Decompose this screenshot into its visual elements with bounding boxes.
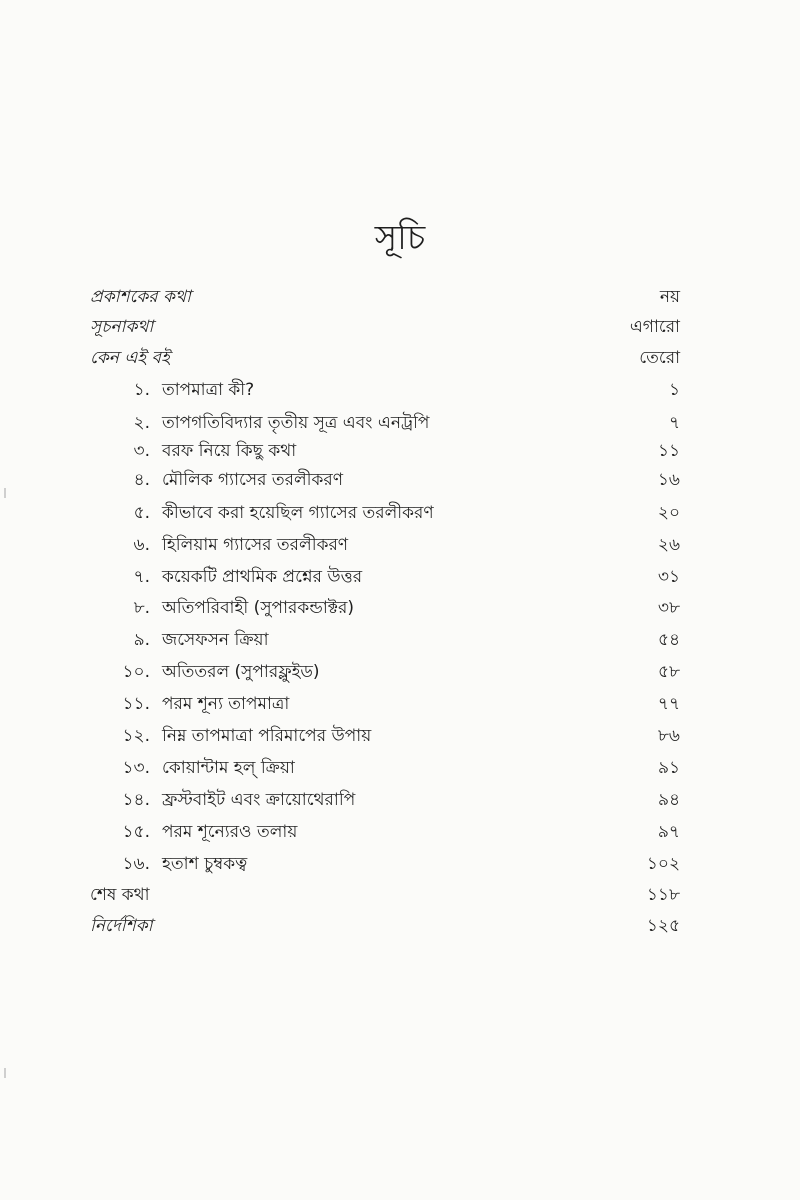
toc-entry-label: প্রকাশকের কথা (90, 287, 191, 307)
toc-chapter-16 (100, 849, 680, 879)
toc-entry-publisher-note (90, 282, 680, 312)
chapter-title: অতিপরিবাহী (সুপারকন্ডাক্টর) (162, 598, 355, 618)
chapter-page: ৯৪ (657, 790, 680, 810)
toc-chapter-12 (100, 721, 680, 751)
chapter-page: ৭৭ (657, 694, 680, 714)
chapter-title: হতাশ চুম্বকত্ব (162, 854, 248, 874)
chapter-title: তাপমাত্রা কী? (162, 380, 255, 400)
chapter-page: ৩১ (657, 567, 680, 587)
chapter-page: ১১ (657, 441, 680, 461)
toc-entry-page: ১১৮ (646, 885, 680, 905)
chapter-title: হিলিয়াম গ্যাসের তরলীকরণ (162, 535, 349, 555)
toc-chapter-8 (100, 593, 680, 623)
chapter-number: ২. (133, 413, 150, 433)
toc-entry-why-this-book (90, 343, 680, 373)
toc-entry-introduction (90, 312, 680, 342)
chapter-number: ৬. (133, 535, 150, 555)
toc-entry-page: এগারো (629, 317, 680, 337)
toc-entry-label: শেষ কথা (90, 885, 150, 905)
chapter-page: ১৬ (657, 470, 680, 490)
chapter-page: ২৬ (657, 535, 680, 555)
chapter-page: ৩৮ (657, 598, 680, 618)
chapter-title: মৌলিক গ্যাসের তরলীকরণ (162, 470, 344, 490)
toc-entry-last-word (90, 880, 680, 910)
chapter-number: ৭. (133, 567, 150, 587)
chapter-title: পরম শূন্য তাপমাত্রা (162, 694, 290, 714)
toc-entry-label: নির্দেশিকা (90, 916, 153, 936)
toc-chapter-13 (100, 753, 680, 783)
chapter-number: ১৪. (122, 790, 150, 810)
chapter-number: ১০. (122, 662, 150, 682)
chapter-number: ১. (133, 380, 150, 400)
toc-chapter-6 (100, 530, 680, 560)
chapter-number: ৯. (133, 630, 150, 650)
chapter-page: ১০২ (646, 854, 680, 874)
chapter-page: ৫৮ (657, 662, 680, 682)
page-title: সূচি (374, 218, 426, 258)
toc-chapter-14 (100, 785, 680, 815)
chapter-page: ১ (668, 380, 680, 400)
chapter-number: ৮. (133, 598, 150, 618)
chapter-number: ১৩. (122, 758, 150, 778)
toc-entry-label: সূচনাকথা (90, 317, 154, 337)
toc-chapter-1 (100, 375, 680, 405)
toc-chapter-3 (100, 436, 680, 466)
toc-chapter-5 (100, 498, 680, 528)
chapter-title: পরম শূন্যেরও তলায় (162, 822, 298, 842)
chapter-title: নিম্ন তাপমাত্রা পরিমাপের উপায় (162, 726, 372, 746)
chapter-number: ১১. (122, 694, 150, 714)
chapter-page: ৫৪ (657, 630, 680, 650)
toc-chapter-7 (100, 562, 680, 592)
chapter-number: ৪. (133, 470, 150, 490)
chapter-page: ৮৬ (657, 726, 680, 746)
chapter-title: জসেফসন ক্রিয়া (162, 630, 269, 650)
chapter-title: কয়েকটি প্রাথমিক প্রশ্নের উত্তর (162, 567, 363, 587)
chapter-title: ফ্রস্টবাইট এবং ক্রায়োথেরাপি (162, 790, 356, 810)
chapter-number: ১৫. (122, 822, 150, 842)
chapter-title: কীভাবে করা হয়েছিল গ্যাসের তরলীকরণ (162, 503, 434, 523)
toc-chapter-15 (100, 817, 680, 847)
toc-entry-page: তেরো (639, 348, 680, 368)
chapter-title: অতিতরল (সুপারফ্লুইড) (162, 662, 320, 682)
toc-entry-label: কেন এই বই (90, 348, 170, 368)
toc-chapter-11 (100, 689, 680, 719)
toc-entry-page: নয় (659, 287, 680, 307)
chapter-number: ৫. (133, 503, 150, 523)
toc-entry-index (90, 911, 680, 941)
toc-chapter-9 (100, 625, 680, 655)
chapter-title: বরফ নিয়ে কিছু কথা (162, 441, 297, 461)
chapter-page: ৯৭ (657, 822, 680, 842)
chapter-page: ৭ (668, 413, 680, 433)
toc-entry-page: ১২৫ (646, 916, 680, 936)
chapter-number: ১২. (122, 726, 150, 746)
chapter-title: কোয়ান্টাম হল্ ক্রিয়া (162, 758, 295, 778)
chapter-number: ১৬. (122, 854, 150, 874)
chapter-title: তাপগতিবিদ্যার তৃতীয় সূত্র এবং এনট্রপি (162, 413, 430, 433)
chapter-page: ২০ (657, 503, 680, 523)
toc-chapter-10 (100, 657, 680, 687)
toc-chapter-2 (100, 408, 680, 438)
chapter-number: ৩. (133, 441, 150, 461)
chapter-page: ৯১ (657, 758, 680, 778)
toc-chapter-4 (100, 465, 680, 495)
